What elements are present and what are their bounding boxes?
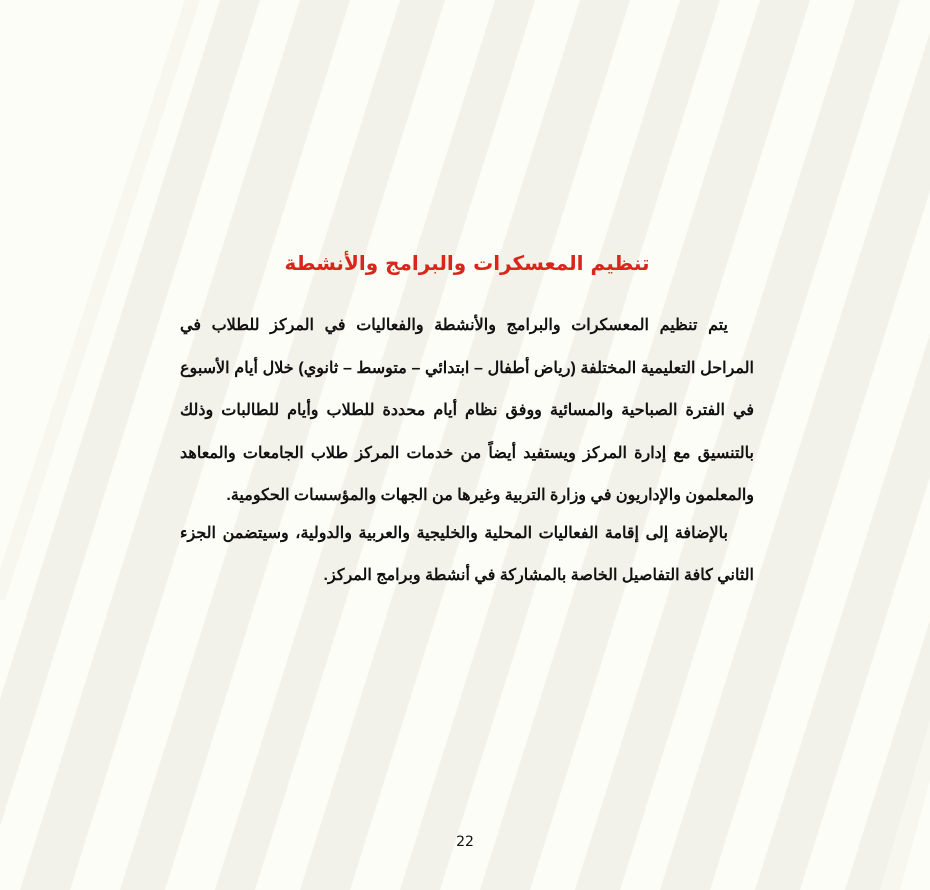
paragraph-2: بالإضافة إلى إقامة الفعاليات المحلية والخليجية والعربية والدولية، وسيتضمن الجزء الثاني كافة التفاصيل الخاصة بالمشاركة في أنشطة وبرامج المركز. <box>180 524 754 584</box>
page-title: تنظيم المعسكرات والبرامج والأنشطة <box>284 251 650 275</box>
document-body <box>180 245 754 598</box>
paragraph-1: يتم تنظيم المعسكرات والبرامج والأنشطة والفعاليات في المركز للطلاب في المراحل التعليمية المختلفة (رياض أطفال – ابتدائي – متوسط – ثانوي) خلال أيام الأسبوع في الفترة الصباحية والمسائية ووفق نظام أيام محددة للطلاب وأيام للطالبات وذلك بالتنسيق مع إدارة المركز ويستفيد أيضاً من خدمات المركز طلاب الجامعات والمعاهد والمعلمون والإداريون في وزارة التربية وغيرها من الجهات والمؤسسات الحكومية. <box>180 317 754 504</box>
page-number: 22 <box>456 834 474 850</box>
